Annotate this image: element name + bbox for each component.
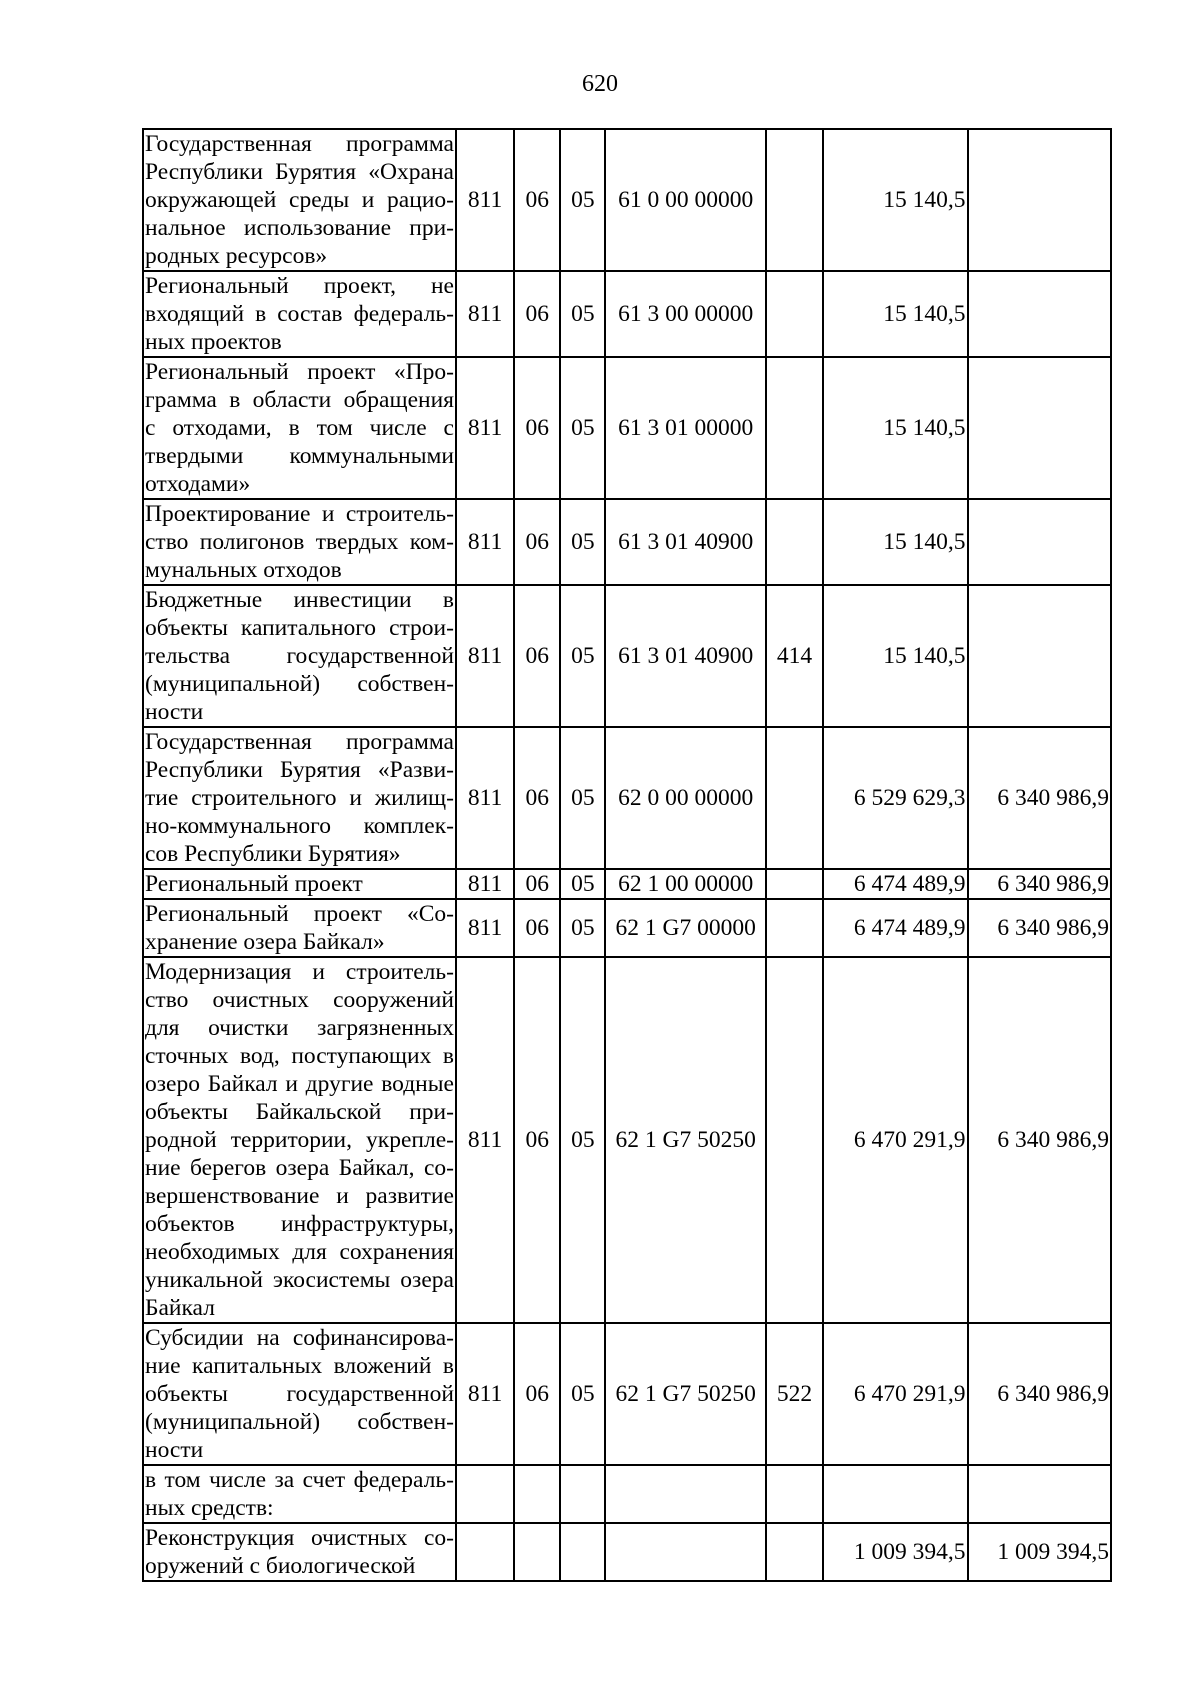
cell-grbs bbox=[456, 1465, 514, 1523]
cell-grbs: 811 bbox=[456, 585, 514, 727]
table-row bbox=[143, 585, 1111, 727]
cell-subsection: 05 bbox=[560, 271, 605, 357]
cell-grbs: 811 bbox=[456, 899, 514, 957]
description-line: тельства государственной bbox=[145, 643, 454, 669]
cell-grbs: 811 bbox=[456, 957, 514, 1323]
budget-table bbox=[142, 128, 1112, 1582]
description-line: необходимых для сохранения bbox=[145, 1239, 454, 1265]
description-line: Реконструкция очистных со- bbox=[145, 1525, 454, 1551]
cell-subsection: 05 bbox=[560, 727, 605, 869]
cell-expense-type bbox=[766, 869, 823, 899]
cell-amount-2 bbox=[968, 357, 1112, 499]
cell-amount-1: 6 470 291,9 bbox=[823, 957, 967, 1323]
table-row bbox=[143, 957, 1111, 1323]
description-line: Государственная программа bbox=[145, 131, 454, 157]
cell-description bbox=[143, 271, 456, 357]
cell-description bbox=[143, 899, 456, 957]
description-line: Проектирование и строитель- bbox=[145, 501, 454, 527]
cell-description bbox=[143, 357, 456, 499]
cell-amount-1: 15 140,5 bbox=[823, 585, 967, 727]
description-line: объектов инфраструктуры, bbox=[145, 1211, 454, 1237]
table-row bbox=[143, 869, 1111, 899]
cell-expense-type bbox=[766, 357, 823, 499]
cell-section bbox=[514, 1465, 560, 1523]
cell-grbs bbox=[456, 1523, 514, 1581]
description-line: Субсидии на софинансирова- bbox=[145, 1325, 454, 1351]
cell-section: 06 bbox=[514, 357, 560, 499]
cell-target-article: 61 3 01 00000 bbox=[605, 357, 765, 499]
description-line: входящий в состав федераль- bbox=[145, 301, 454, 327]
cell-description bbox=[143, 1465, 456, 1523]
description-line: Региональный проект «Со- bbox=[145, 901, 454, 927]
cell-target-article: 62 1 00 00000 bbox=[605, 869, 765, 899]
cell-grbs: 811 bbox=[456, 357, 514, 499]
cell-section bbox=[514, 1523, 560, 1581]
description-line: Республики Бурятия «Разви- bbox=[145, 757, 454, 783]
cell-amount-2: 6 340 986,9 bbox=[968, 957, 1112, 1323]
description-line: для очистки загрязненных bbox=[145, 1015, 454, 1041]
cell-description bbox=[143, 499, 456, 585]
table-row bbox=[143, 129, 1111, 271]
description-line: уникальной экосистемы озера bbox=[145, 1267, 454, 1293]
cell-target-article bbox=[605, 1523, 765, 1581]
cell-target-article: 62 0 00 00000 bbox=[605, 727, 765, 869]
cell-amount-1: 15 140,5 bbox=[823, 129, 967, 271]
cell-subsection: 05 bbox=[560, 499, 605, 585]
cell-amount-2: 6 340 986,9 bbox=[968, 899, 1112, 957]
cell-expense-type bbox=[766, 1465, 823, 1523]
cell-subsection bbox=[560, 1523, 605, 1581]
cell-expense-type bbox=[766, 129, 823, 271]
cell-description bbox=[143, 1323, 456, 1465]
table-row bbox=[143, 271, 1111, 357]
cell-amount-2 bbox=[968, 499, 1112, 585]
cell-target-article: 61 0 00 00000 bbox=[605, 129, 765, 271]
cell-expense-type bbox=[766, 899, 823, 957]
cell-amount-2 bbox=[968, 129, 1112, 271]
cell-expense-type bbox=[766, 727, 823, 869]
table-row bbox=[143, 1323, 1111, 1465]
description-line: мунальных отходов bbox=[145, 557, 342, 583]
description-line: отходами» bbox=[145, 471, 251, 497]
table-body bbox=[143, 129, 1111, 1581]
description-line: ние берегов озера Байкал, со- bbox=[145, 1155, 454, 1181]
description-line: хранение озера Байкал» bbox=[145, 929, 385, 955]
description-line: родных ресурсов» bbox=[145, 243, 328, 269]
cell-subsection: 05 bbox=[560, 899, 605, 957]
cell-target-article: 62 1 G7 50250 bbox=[605, 957, 765, 1323]
cell-amount-2: 6 340 986,9 bbox=[968, 869, 1112, 899]
description-line: сточных вод, поступающих в bbox=[145, 1043, 454, 1069]
description-line: Региональный проект bbox=[145, 871, 363, 897]
cell-target-article: 62 1 G7 00000 bbox=[605, 899, 765, 957]
cell-grbs: 811 bbox=[456, 499, 514, 585]
cell-amount-1: 6 474 489,9 bbox=[823, 869, 967, 899]
description-line: ство очистных сооружений bbox=[145, 987, 454, 1013]
description-line: ных проектов bbox=[145, 329, 282, 355]
cell-amount-1: 15 140,5 bbox=[823, 499, 967, 585]
description-line: озеро Байкал и другие водные bbox=[145, 1071, 454, 1097]
cell-grbs: 811 bbox=[456, 271, 514, 357]
cell-amount-1: 6 470 291,9 bbox=[823, 1323, 967, 1465]
cell-description bbox=[143, 727, 456, 869]
description-line: сов Республики Бурятия» bbox=[145, 841, 401, 867]
cell-subsection: 05 bbox=[560, 129, 605, 271]
table-row bbox=[143, 727, 1111, 869]
table-row bbox=[143, 1523, 1111, 1581]
cell-grbs: 811 bbox=[456, 129, 514, 271]
cell-subsection: 05 bbox=[560, 957, 605, 1323]
cell-amount-2: 6 340 986,9 bbox=[968, 727, 1112, 869]
cell-amount-1: 15 140,5 bbox=[823, 271, 967, 357]
description-line: оружений с биологической bbox=[145, 1553, 416, 1579]
description-line: ство полигонов твердых ком- bbox=[145, 529, 454, 555]
cell-amount-1: 15 140,5 bbox=[823, 357, 967, 499]
cell-amount-1: 6 474 489,9 bbox=[823, 899, 967, 957]
description-line: окружающей среды и рацио- bbox=[145, 187, 454, 213]
cell-target-article: 62 1 G7 50250 bbox=[605, 1323, 765, 1465]
description-line: Модернизация и строитель- bbox=[145, 959, 454, 985]
cell-amount-2: 6 340 986,9 bbox=[968, 1323, 1112, 1465]
cell-section: 06 bbox=[514, 727, 560, 869]
description-line: нальное использование при- bbox=[145, 215, 454, 241]
cell-subsection: 05 bbox=[560, 1323, 605, 1465]
description-line: (муниципальной) собствен- bbox=[145, 671, 454, 697]
cell-subsection: 05 bbox=[560, 585, 605, 727]
cell-description bbox=[143, 129, 456, 271]
cell-section: 06 bbox=[514, 271, 560, 357]
cell-amount-1: 6 529 629,3 bbox=[823, 727, 967, 869]
description-line: ных средств: bbox=[145, 1495, 274, 1521]
cell-amount-2 bbox=[968, 1465, 1112, 1523]
page-number: 620 bbox=[582, 71, 618, 97]
cell-section: 06 bbox=[514, 585, 560, 727]
description-line: Государственная программа bbox=[145, 729, 454, 755]
description-line: но-коммунального комплек- bbox=[145, 813, 454, 839]
cell-target-article: 61 3 00 00000 bbox=[605, 271, 765, 357]
cell-amount-1 bbox=[823, 1465, 967, 1523]
description-line: твердыми коммунальными bbox=[145, 443, 454, 469]
cell-subsection: 05 bbox=[560, 869, 605, 899]
description-line: ности bbox=[145, 699, 204, 725]
cell-description bbox=[143, 585, 456, 727]
description-line: Региональный проект «Про- bbox=[145, 359, 454, 385]
cell-grbs: 811 bbox=[456, 727, 514, 869]
cell-subsection bbox=[560, 1465, 605, 1523]
cell-expense-type: 414 bbox=[766, 585, 823, 727]
cell-target-article: 61 3 01 40900 bbox=[605, 585, 765, 727]
cell-expense-type bbox=[766, 271, 823, 357]
cell-description bbox=[143, 957, 456, 1323]
description-line: ние капитальных вложений в bbox=[145, 1353, 454, 1379]
cell-target-article bbox=[605, 1465, 765, 1523]
table-row bbox=[143, 357, 1111, 499]
table-row bbox=[143, 499, 1111, 585]
description-line: объекты капитального строи- bbox=[145, 615, 454, 641]
cell-section: 06 bbox=[514, 1323, 560, 1465]
cell-description bbox=[143, 1523, 456, 1581]
description-line: (муниципальной) собствен- bbox=[145, 1409, 454, 1435]
cell-description bbox=[143, 869, 456, 899]
description-line: в том числе за счет федераль- bbox=[145, 1467, 454, 1493]
cell-section: 06 bbox=[514, 899, 560, 957]
description-line: Бюджетные инвестиции в bbox=[145, 587, 454, 613]
cell-section: 06 bbox=[514, 869, 560, 899]
cell-subsection: 05 bbox=[560, 357, 605, 499]
cell-amount-2: 1 009 394,5 bbox=[968, 1523, 1112, 1581]
description-line: ности bbox=[145, 1437, 204, 1463]
description-line: вершенствование и развитие bbox=[145, 1183, 454, 1209]
cell-section: 06 bbox=[514, 129, 560, 271]
description-line: Республики Бурятия «Охрана bbox=[145, 159, 454, 185]
cell-section: 06 bbox=[514, 957, 560, 1323]
description-line: Байкал bbox=[145, 1295, 215, 1321]
description-line: грамма в области обращения bbox=[145, 387, 454, 413]
cell-amount-2 bbox=[968, 585, 1112, 727]
cell-target-article: 61 3 01 40900 bbox=[605, 499, 765, 585]
cell-expense-type bbox=[766, 499, 823, 585]
description-line: с отходами, в том числе с bbox=[145, 415, 454, 441]
cell-grbs: 811 bbox=[456, 1323, 514, 1465]
cell-grbs: 811 bbox=[456, 869, 514, 899]
cell-expense-type bbox=[766, 1523, 823, 1581]
description-line: тие строительного и жилищ- bbox=[145, 785, 454, 811]
description-line: объекты государственной bbox=[145, 1381, 454, 1407]
description-line: родной территории, укрепле- bbox=[145, 1127, 454, 1153]
cell-expense-type: 522 bbox=[766, 1323, 823, 1465]
table-row bbox=[143, 899, 1111, 957]
cell-section: 06 bbox=[514, 499, 560, 585]
cell-amount-1: 1 009 394,5 bbox=[823, 1523, 967, 1581]
cell-amount-2 bbox=[968, 271, 1112, 357]
description-line: объекты Байкальской при- bbox=[145, 1099, 454, 1125]
table-row bbox=[143, 1465, 1111, 1523]
description-line: Региональный проект, не bbox=[145, 273, 454, 299]
cell-expense-type bbox=[766, 957, 823, 1323]
